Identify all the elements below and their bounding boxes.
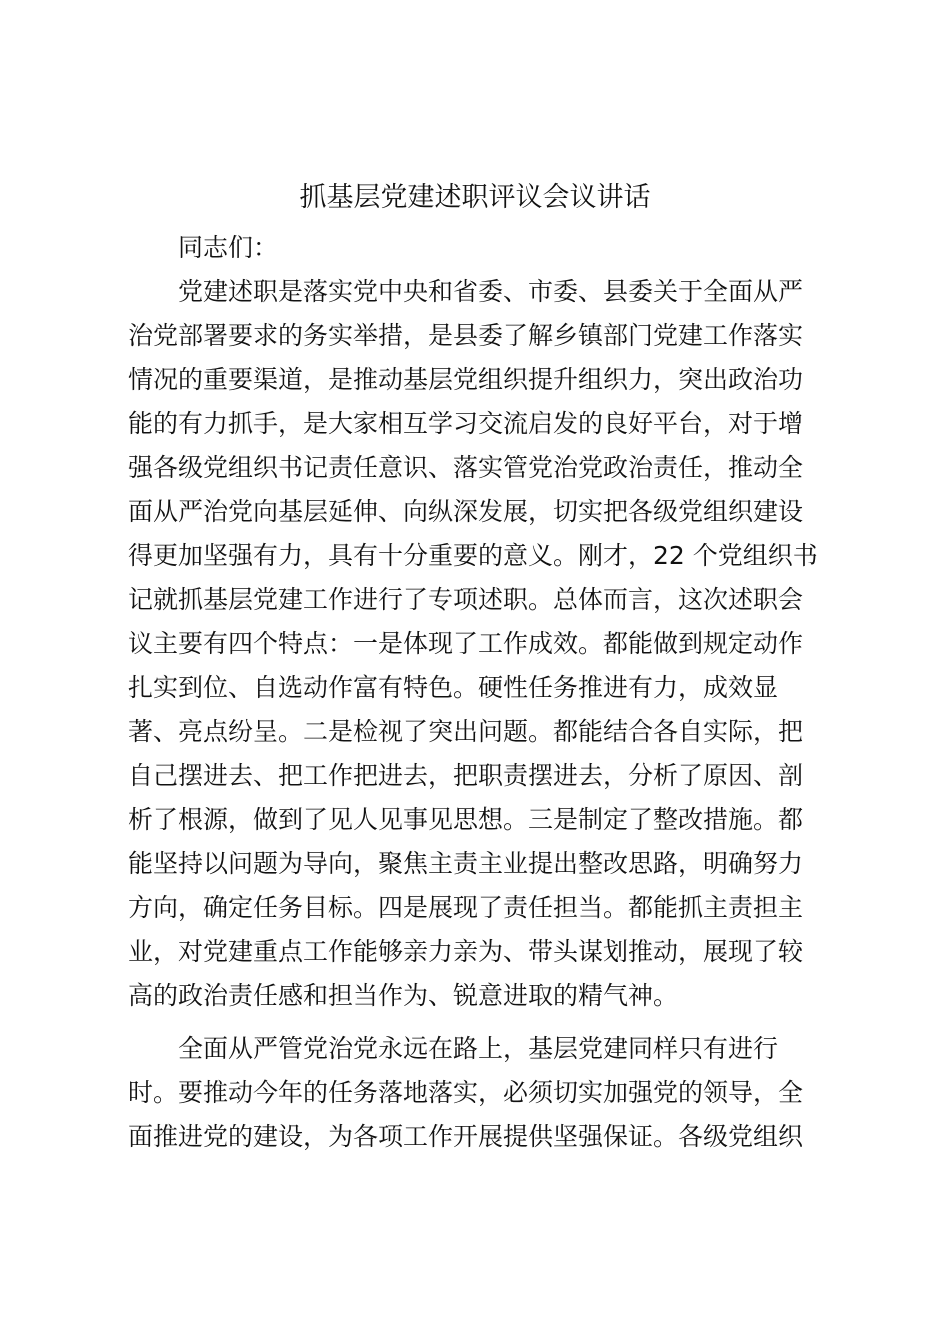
paragraph-line-13: 析了根源，做到了见人见事见思想。三是制定了整改措施。都 — [128, 805, 804, 834]
paragraph-line-8: 记就抓基层党建工作进行了专项述职。总体而言，这次述职会 — [128, 585, 804, 614]
document-title: 抓基层党建述职评议会议讲话 — [299, 182, 651, 213]
paragraph-line-10: 扎实到位、自选动作富有特色。硬性任务推进有力，成效显 — [128, 673, 779, 702]
paragraph-line-17: 高的政治责任感和担当作为、锐意进取的精气神。 — [128, 981, 679, 1010]
paragraph-line-14: 能坚持以问题为导向，聚焦主责主业提出整改思路，明确努力 — [128, 849, 804, 878]
paragraph-line-2: 治党部署要求的务实举措，是县委了解乡镇部门党建工作落实 — [128, 321, 804, 350]
paragraph-line-1: 党建述职是落实党中央和省委、市委、县委关于全面从严 — [178, 277, 804, 306]
paragraph-line-4: 能的有力抓手，是大家相互学习交流启发的良好平台，对于增 — [128, 409, 804, 438]
paragraph-line-12: 自己摆进去、把工作把进去，把职责摆进去，分析了原因、剖 — [128, 761, 804, 790]
paragraph-line-16: 业，对党建重点工作能够亲力亲为、带头谋划推动，展现了较 — [128, 937, 804, 966]
paragraph-line-9: 议主要有四个特点：一是体现了工作成效。都能做到规定动作 — [128, 629, 804, 658]
paragraph-line-5: 强各级党组织书记责任意识、落实管党治党政治责任，推动全 — [128, 453, 804, 482]
paragraph-line-11: 著、亮点纷呈。二是检视了突出问题。都能结合各自实际，把 — [128, 717, 804, 746]
greeting-line: 同志们： — [178, 233, 279, 262]
paragraph-line-18: 全面从严管党治党永远在路上，基层党建同样只有进行 — [178, 1034, 779, 1063]
paragraph-line-15: 方向，确定任务目标。四是展现了责任担当。都能抓主责担主 — [128, 893, 804, 922]
paragraph-line-3: 情况的重要渠道，是推动基层党组织提升组织力，突出政治功 — [128, 365, 804, 394]
paragraph-line-19: 时。要推动今年的任务落地落实，必须切实加强党的领导，全 — [128, 1078, 804, 1107]
paragraph-line-6: 面从严治党向基层延伸、向纵深发展，切实把各级党组织建设 — [128, 497, 804, 526]
paragraph-line-7: 得更加坚强有力，具有十分重要的意义。刚才，22 个党组织书 — [128, 541, 818, 570]
paragraph-line-20: 面推进党的建设，为各项工作开展提供坚强保证。各级党组织 — [128, 1122, 804, 1151]
